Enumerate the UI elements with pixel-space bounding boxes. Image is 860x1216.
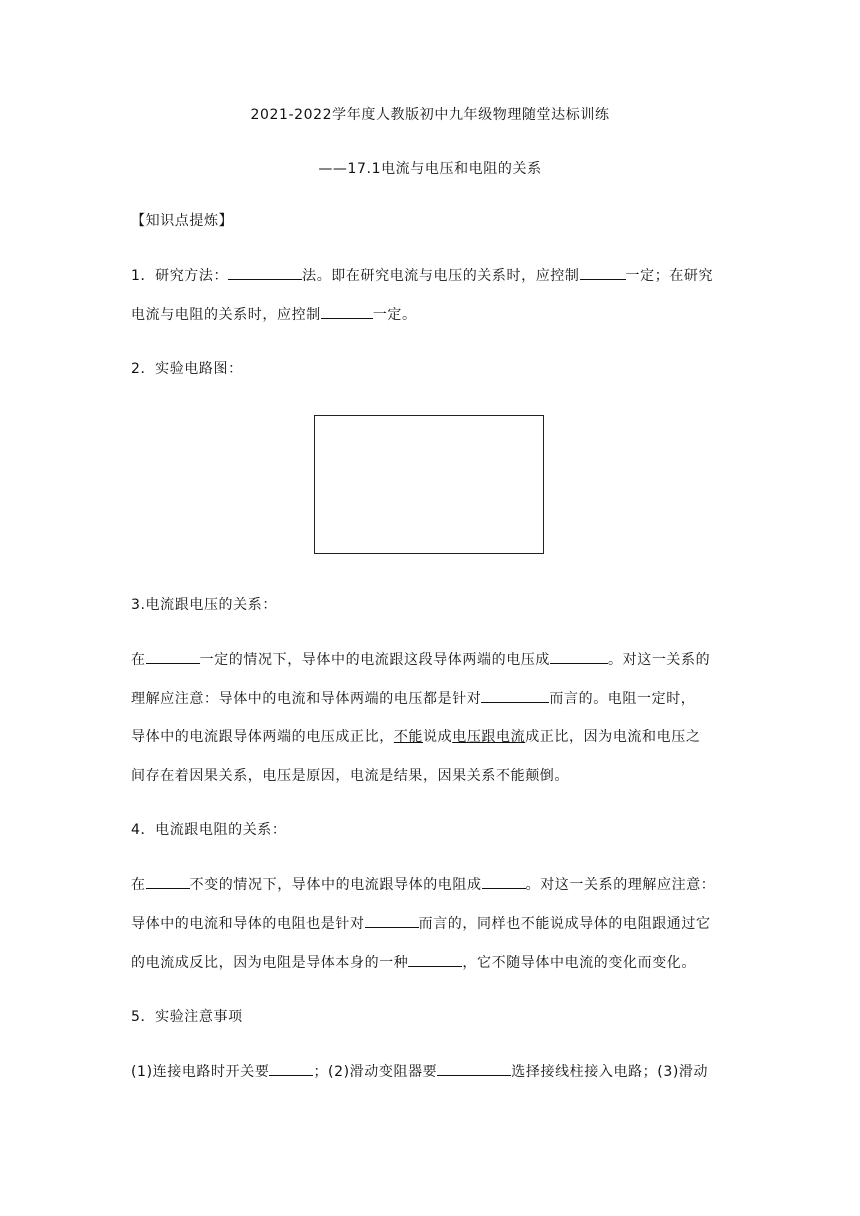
q4-text-d: 导体中的电流和导体的电阻也是针对 bbox=[131, 916, 365, 932]
q5-blank-1[interactable] bbox=[269, 1061, 313, 1076]
q1-text-e: 一定。 bbox=[372, 307, 417, 323]
q1-blank-method[interactable] bbox=[228, 265, 302, 280]
q3-text-g: 说成 bbox=[423, 729, 453, 745]
q5-blank-2[interactable] bbox=[437, 1061, 511, 1076]
q1-blank-control-1[interactable] bbox=[580, 265, 626, 280]
q3-heading-text: 3.电流跟电压的关系： bbox=[131, 597, 277, 613]
q5-line-1 bbox=[131, 1061, 708, 1082]
q3-text-e: 而言的。电阻一定时， bbox=[549, 691, 696, 707]
q4-blank-4[interactable] bbox=[408, 952, 462, 967]
q1-text-c: 一定；在研究 bbox=[625, 268, 714, 284]
q3-line-1 bbox=[131, 649, 710, 670]
q4-blank-1[interactable] bbox=[146, 874, 190, 889]
q2-heading bbox=[131, 359, 243, 379]
q3-text-b: 一定的情况下，导体中的电流跟这段导体两端的电压成 bbox=[199, 652, 551, 668]
q5-heading bbox=[131, 1007, 243, 1027]
q4-heading-text: 4．电流跟电阻的关系： bbox=[131, 822, 287, 838]
q3-blank-1[interactable] bbox=[146, 649, 200, 664]
q2-heading-text: 2．实验电路图： bbox=[131, 361, 243, 377]
q5-text-a: (1)连接电路时开关要 bbox=[131, 1064, 270, 1080]
q4-line-3 bbox=[131, 952, 696, 973]
page-title bbox=[0, 105, 860, 125]
q3-line-2 bbox=[131, 688, 695, 709]
q5-text-c: 选择接线柱接入电路；(3)滑动 bbox=[511, 1064, 709, 1080]
q3-text-h: 成正比，因为电流和电压之 bbox=[525, 729, 701, 745]
section-heading-text: 【知识点提炼】 bbox=[131, 213, 234, 229]
q3-text-a: 在 bbox=[131, 652, 146, 668]
q3-blank-2[interactable] bbox=[550, 649, 608, 664]
q4-text-a: 在 bbox=[131, 877, 146, 893]
page-subtitle bbox=[0, 159, 860, 179]
q3-underlined-1: 不能 bbox=[393, 729, 424, 745]
subtitle-text: ——17.1电流与电压和电阻的关系 bbox=[318, 161, 542, 177]
q1-text-a: 1．研究方法： bbox=[131, 268, 229, 284]
q1-blank-control-2[interactable] bbox=[321, 304, 373, 319]
q3-blank-3[interactable] bbox=[481, 688, 549, 703]
q4-text-e: 而言的，同样也不能说成导体的电阻跟通过它 bbox=[418, 916, 711, 932]
section-heading bbox=[131, 211, 233, 231]
q4-blank-2[interactable] bbox=[482, 874, 526, 889]
q3-heading bbox=[131, 595, 277, 615]
title-text: 2021-2022学年度人教版初中九年级物理随堂达标训练 bbox=[250, 107, 610, 123]
q3-line-3 bbox=[131, 727, 700, 747]
q3-text-d: 理解应注意：导体中的电流和导体两端的电压都是针对 bbox=[131, 691, 482, 707]
q4-line-1 bbox=[131, 874, 715, 895]
circuit-diagram-box[interactable] bbox=[314, 415, 544, 554]
q4-text-g: ，它不随导体中电流的变化而变化。 bbox=[462, 955, 697, 971]
q3-text-c: 。对这一关系的 bbox=[608, 652, 711, 668]
q3-underlined-2: 电压跟电流 bbox=[452, 729, 526, 745]
q3-text-f: 导体中的电流跟导体两端的电压成正比， bbox=[131, 729, 394, 745]
q4-text-c: 。对这一关系的理解应注意： bbox=[525, 877, 716, 893]
q1-line-1 bbox=[131, 265, 713, 286]
q5-heading-text: 5．实验注意事项 bbox=[131, 1009, 243, 1025]
q5-text-b: ；(2)滑动变阻器要 bbox=[313, 1064, 438, 1080]
q3-line-4 bbox=[131, 766, 569, 786]
q4-text-b: 不变的情况下，导体中的电流跟导体的电阻成 bbox=[189, 877, 482, 893]
q3-text-i: 间存在着因果关系，电压是原因，电流是结果，因果关系不能颠倒。 bbox=[131, 768, 569, 784]
q1-text-b: 法。即在研究电流与电压的关系时，应控制 bbox=[302, 268, 580, 284]
q1-line-2 bbox=[131, 304, 417, 325]
q4-text-f: 的电流成反比，因为电阻是导体本身的一种 bbox=[131, 955, 409, 971]
q4-blank-3[interactable] bbox=[365, 913, 419, 928]
q1-text-d: 电流与电阻的关系时，应控制 bbox=[131, 307, 321, 323]
q4-line-2 bbox=[131, 913, 711, 934]
q4-heading bbox=[131, 820, 287, 840]
